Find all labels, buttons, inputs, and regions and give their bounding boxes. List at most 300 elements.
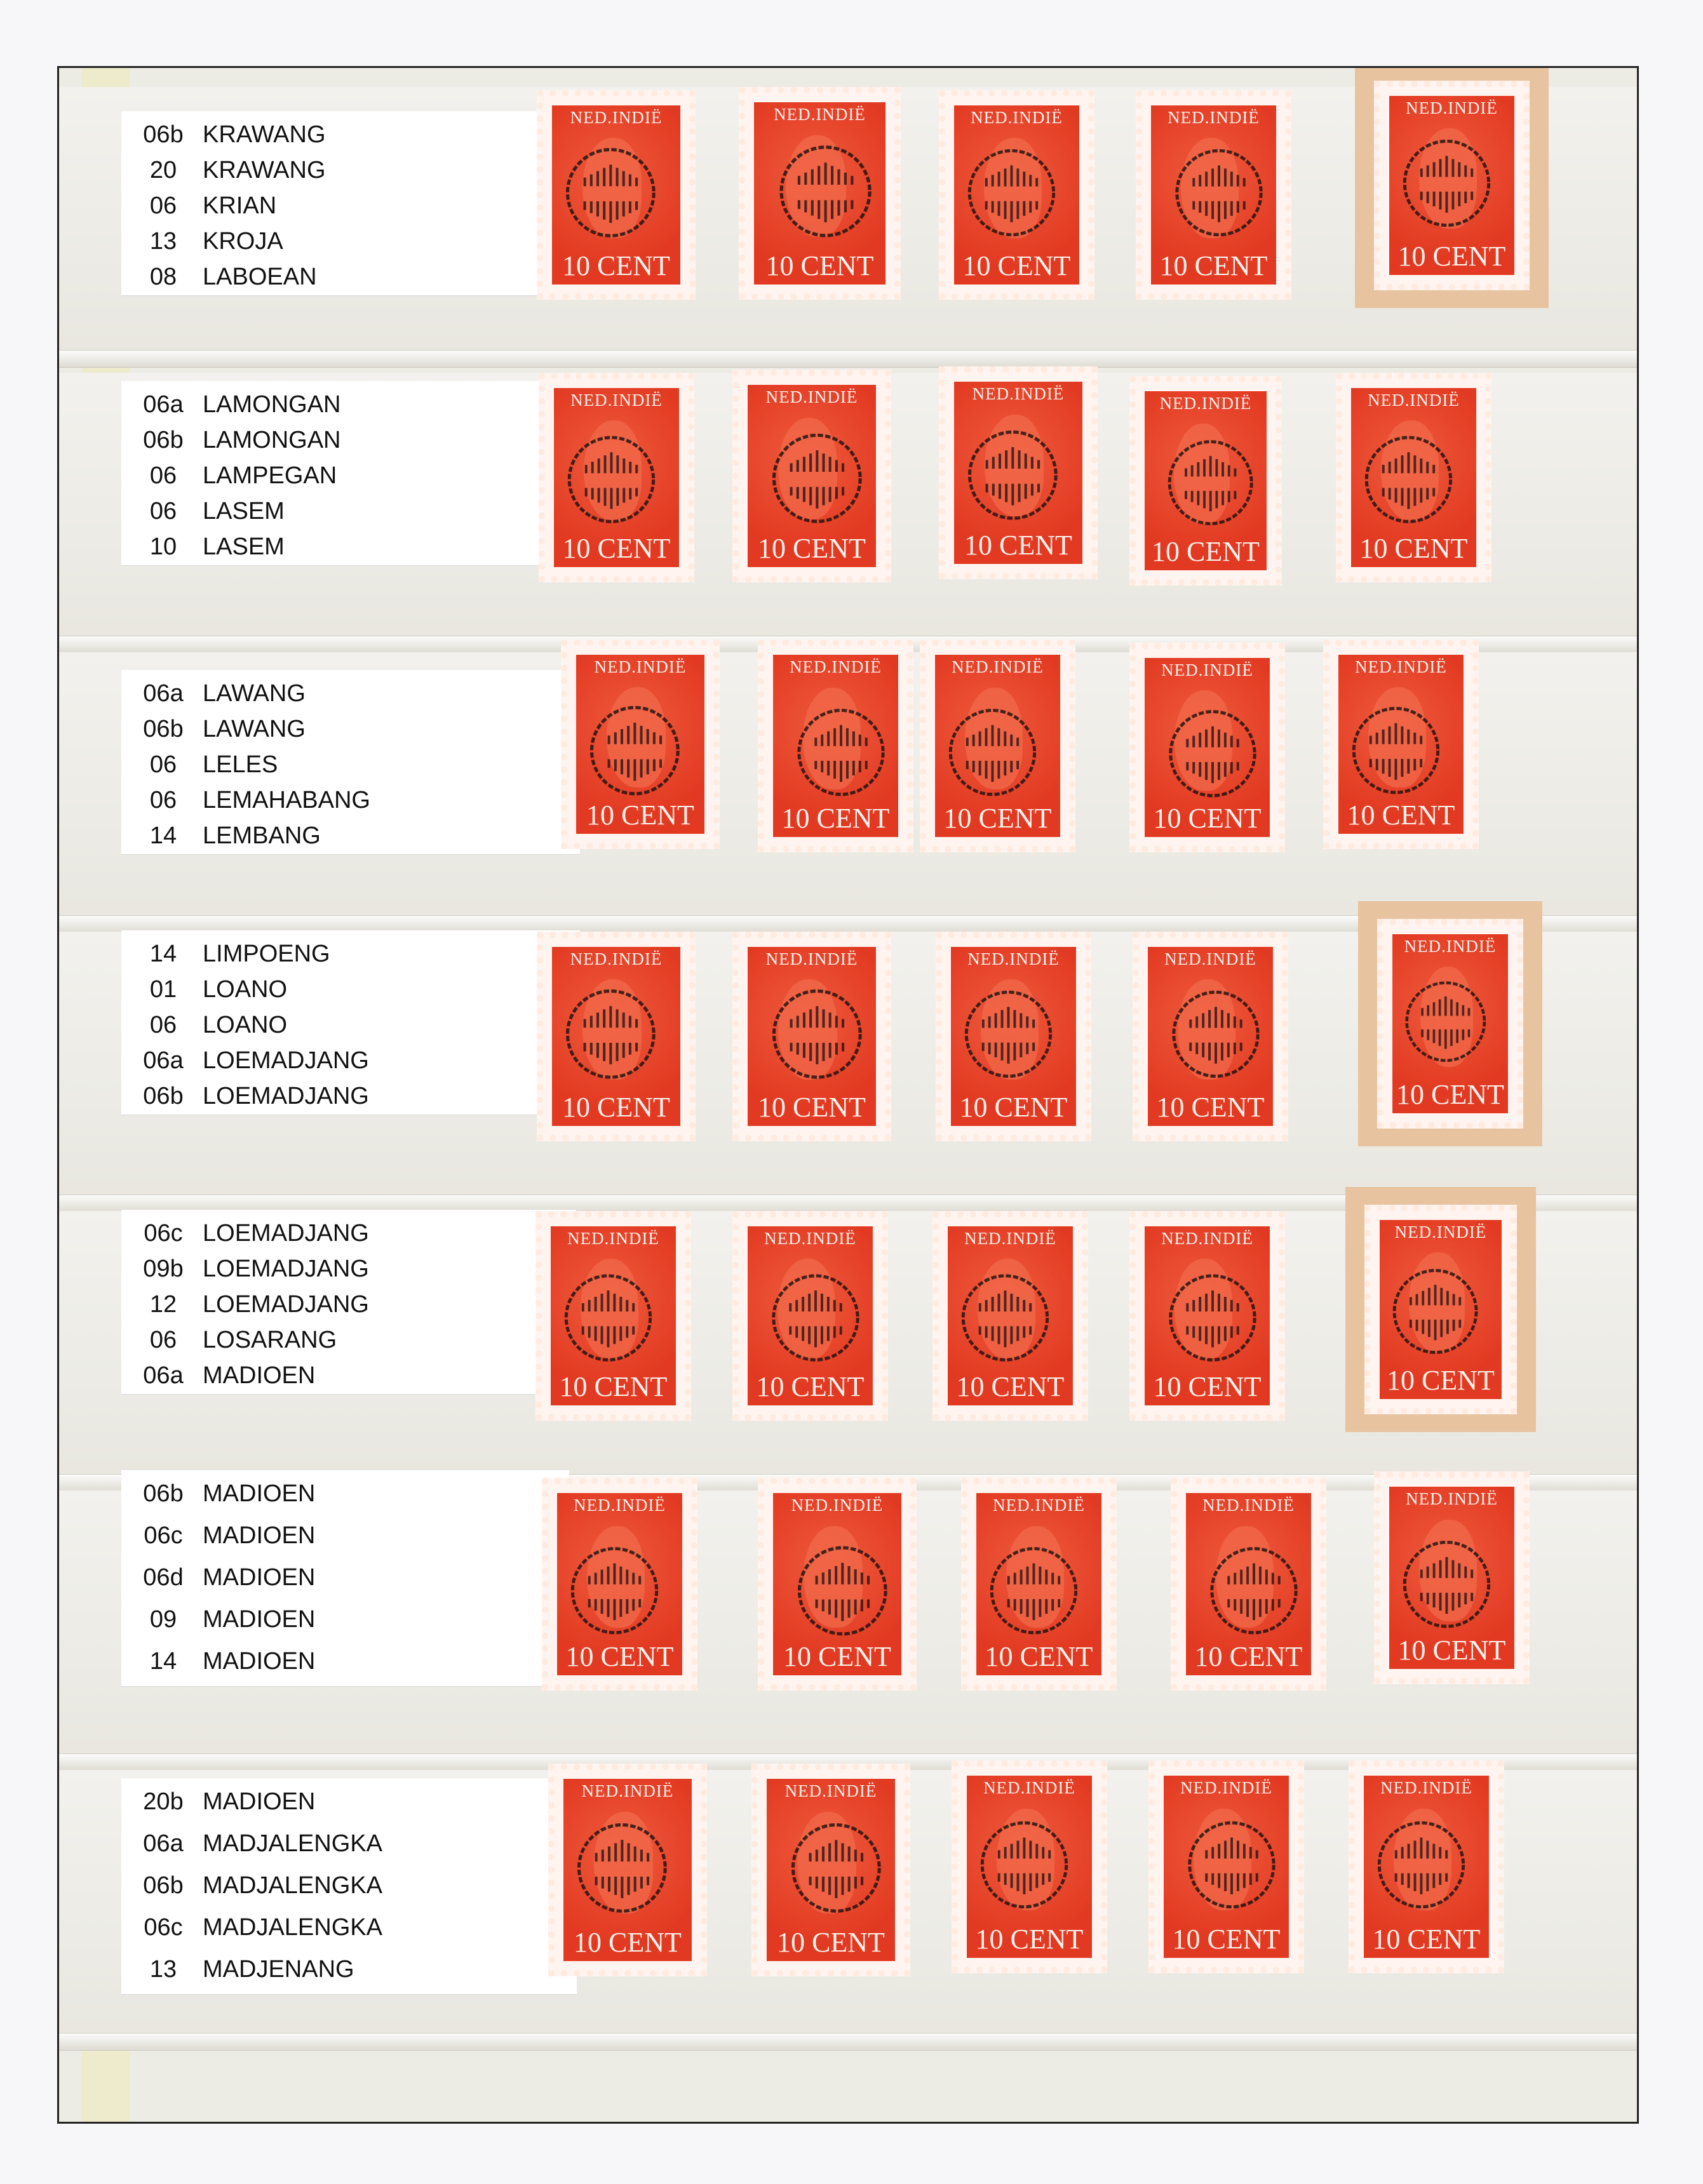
entry-code: 06 (149, 1327, 177, 1353)
stamp (1133, 932, 1288, 1141)
stamp-perforated-border (1336, 373, 1491, 582)
queen-portrait-icon (965, 688, 1023, 790)
stamp-perforated-border (952, 1760, 1107, 1973)
entry-code: 06a (143, 1047, 184, 1074)
stamp (1374, 1471, 1530, 1684)
stamp-value-text: 10 CENT (562, 1092, 670, 1123)
label-entry (121, 1043, 580, 1078)
stamp-value-text: 10 CENT (962, 250, 1071, 281)
stamp-design (773, 655, 898, 837)
queen-portrait-icon (803, 688, 861, 790)
stamp-design (1145, 391, 1267, 570)
stamp-perforated-border (920, 640, 1075, 852)
entry-postmark-town: MADJENANG (203, 1956, 354, 1983)
stamp-country-text: NED.INDIË (964, 1229, 1056, 1248)
label-entry (121, 1252, 576, 1286)
label-entry (121, 1287, 576, 1322)
stamp-country-text: NED.INDIË (967, 949, 1060, 968)
queen-portrait-icon (1381, 420, 1439, 521)
stamp (1323, 640, 1479, 849)
entry-code: 14 (149, 1648, 177, 1675)
stamp-design (1338, 655, 1464, 834)
stamp-perforated-border (751, 1764, 910, 1976)
entry-postmark-town: MADIOEN (203, 1522, 316, 1549)
entry-code: 06 (149, 787, 177, 814)
stamp-value-text: 10 CENT (1387, 1365, 1495, 1396)
stamp-country-text: NED.INDIË (594, 657, 687, 676)
stamp-value-text: 10 CENT (956, 1371, 1065, 1402)
label-entry (121, 1602, 569, 1637)
stamp-design (773, 1493, 901, 1675)
stamp-country-text: NED.INDIË (567, 1229, 659, 1248)
stamp (939, 366, 1098, 579)
stamp-country-text: NED.INDIË (972, 384, 1065, 403)
stamp (1364, 1205, 1517, 1414)
stamp-design (552, 105, 680, 285)
stamp (1171, 1478, 1326, 1691)
queen-portrait-icon (797, 1812, 856, 1914)
label-entry (121, 937, 580, 971)
label-entry (121, 423, 576, 457)
entry-postmark-town: LIMPOENG (203, 941, 330, 967)
stamp-row (59, 87, 1637, 366)
stamp-perforated-border (1148, 1760, 1304, 1973)
entry-code: 14 (149, 941, 177, 967)
entry-postmark-town: KRAWANG (203, 157, 326, 184)
stamp-perforated-border (932, 1211, 1088, 1421)
queen-portrait-icon (1175, 1259, 1232, 1359)
stamp-value-text: 10 CENT (562, 250, 670, 281)
stamp-design (1151, 105, 1276, 285)
entry-postmark-town: LAWANG (203, 680, 306, 707)
stamp-design (1186, 1493, 1311, 1675)
queen-portrait-icon (1216, 1526, 1274, 1628)
queen-portrait-icon (1419, 1520, 1477, 1622)
queen-portrait-icon (981, 979, 1039, 1080)
label-card (121, 381, 576, 565)
stamp-country-text: NED.INDIË (784, 1781, 877, 1800)
stamp-design (1148, 947, 1273, 1126)
entry-postmark-town: LAWANG (203, 716, 306, 742)
stamp-value-text: 10 CENT (1397, 1635, 1506, 1666)
queen-portrait-icon (1194, 1809, 1251, 1911)
stamp-design (1389, 1487, 1514, 1669)
stamp-perforated-border (939, 90, 1094, 300)
entry-postmark-town: MADJALENGKA (203, 1914, 382, 1941)
label-entry (121, 1952, 577, 1986)
stamp-design (554, 388, 679, 567)
stamp-perforated-border (542, 1478, 697, 1691)
stamp-country-text: NED.INDIË (790, 657, 882, 676)
stamp (537, 932, 696, 1141)
stockbook-page (57, 66, 1639, 2124)
label-entry (121, 153, 572, 187)
stamp (1129, 376, 1282, 586)
queen-portrait-icon (582, 979, 642, 1080)
label-entry (121, 1216, 576, 1250)
label-card (121, 1210, 576, 1394)
entry-postmark-town: LAMPEGAN (203, 462, 337, 489)
entry-code: 06 (149, 1012, 177, 1038)
stamp-perforated-border (561, 640, 720, 849)
label-entry (121, 1826, 577, 1861)
stamp-value-text: 10 CENT (559, 1371, 668, 1402)
entry-code: 13 (149, 228, 177, 255)
stamp-value-text: 10 CENT (1397, 241, 1506, 272)
entry-postmark-town: KROJA (203, 228, 283, 255)
stamp-row (59, 1770, 1637, 2049)
stamp-country-text: NED.INDIË (1180, 1778, 1272, 1797)
queen-portrait-icon (778, 979, 837, 1080)
stamp-design (563, 1779, 692, 1961)
stamp-country-text: NED.INDIË (1159, 394, 1252, 413)
entry-code: 06c (144, 1914, 183, 1941)
queen-portrait-icon (777, 1259, 835, 1359)
entry-code: 06b (143, 121, 184, 148)
stamp-design (1145, 658, 1270, 837)
stamp (758, 1478, 917, 1691)
entry-code: 06a (143, 1830, 184, 1857)
stamp-value-text: 10 CENT (562, 533, 671, 564)
stamp-design (552, 947, 680, 1126)
label-entry (121, 117, 572, 152)
stamp-perforated-border (1129, 643, 1285, 852)
queen-portrait-icon (804, 1526, 863, 1628)
stamp-value-text: 10 CENT (565, 1641, 674, 1672)
stamp-perforated-border (1171, 1478, 1326, 1691)
stamp-perforated-border (732, 370, 891, 582)
stamp (539, 373, 694, 582)
stamp-country-text: NED.INDIË (765, 387, 858, 406)
stamp (1377, 919, 1523, 1129)
queen-portrait-icon (1178, 979, 1235, 1080)
queen-portrait-icon (1175, 690, 1232, 791)
stamp (1336, 373, 1491, 582)
stamp-value-text: 10 CENT (781, 803, 890, 834)
queen-portrait-icon (587, 1526, 645, 1628)
entry-postmark-town: LOEMADJANG (203, 1220, 369, 1247)
entry-code: 06 (149, 462, 177, 489)
stamp-value-text: 10 CENT (756, 1371, 865, 1402)
entry-code: 06d (143, 1564, 184, 1591)
stamp-value-text: 10 CENT (1159, 250, 1268, 281)
stamp-value-text: 10 CENT (765, 250, 874, 281)
label-card (121, 1778, 577, 1994)
queen-portrait-icon (607, 687, 666, 787)
stamp-perforated-border (1129, 376, 1282, 586)
stamp-value-text: 10 CENT (574, 1927, 682, 1958)
label-entry (121, 1644, 569, 1678)
stamp-country-text: NED.INDIË (774, 105, 866, 124)
entry-postmark-town: KRIAN (203, 192, 277, 219)
stamp-value-text: 10 CENT (1153, 1371, 1262, 1402)
stamp-design (948, 1226, 1073, 1405)
stamp (1148, 1760, 1304, 1973)
entry-code: 13 (149, 1956, 177, 1983)
label-card (121, 1470, 569, 1686)
stamp-perforated-border (1374, 81, 1530, 290)
label-entry (121, 972, 580, 1007)
queen-portrait-icon (1409, 1252, 1465, 1353)
stamp (936, 932, 1091, 1141)
stamp-row (59, 1480, 1637, 1770)
label-card (121, 111, 572, 295)
stamp-row (59, 932, 1637, 1211)
stamp-perforated-border (1349, 1760, 1504, 1973)
stamp-design (967, 1776, 1092, 1958)
stamp-country-text: NED.INDIË (983, 1778, 1075, 1797)
stamp-value-text: 10 CENT (783, 1641, 891, 1672)
stamp-perforated-border (732, 1211, 888, 1421)
stamp-country-text: NED.INDIË (1161, 1229, 1253, 1248)
entry-code: 20b (143, 1788, 184, 1815)
stamp-design (1364, 1776, 1489, 1958)
stamp (732, 1211, 888, 1421)
stamp-country-text: NED.INDIË (1368, 391, 1460, 410)
label-entry (121, 530, 576, 564)
queen-portrait-icon (778, 418, 837, 520)
stamp-country-text: NED.INDIË (581, 1781, 674, 1800)
stamp (535, 1211, 691, 1421)
stamp-value-text: 10 CENT (975, 1924, 1084, 1955)
stamp (920, 640, 1075, 852)
entry-postmark-town: LAMONGAN (203, 427, 341, 453)
stamp-country-text: NED.INDIË (570, 949, 663, 968)
entry-code: 06b (143, 1872, 184, 1899)
stamp-design (1351, 388, 1476, 567)
label-entry (121, 1079, 580, 1113)
entry-code: 06b (143, 716, 184, 742)
stamp-country-text: NED.INDIË (971, 108, 1063, 127)
stamp-perforated-border (1323, 640, 1479, 849)
label-entry (121, 712, 580, 746)
queen-portrait-icon (1420, 967, 1474, 1067)
label-entry (121, 1910, 577, 1945)
label-entry (121, 387, 576, 422)
stamp-perforated-border (1377, 919, 1523, 1129)
entry-postmark-town: LOEMADJANG (203, 1256, 369, 1282)
stamp-perforated-border (537, 90, 696, 300)
stamp-value-text: 10 CENT (959, 1092, 1068, 1123)
label-entry (121, 1477, 569, 1511)
stamp (952, 1760, 1107, 1973)
stamp-value-text: 10 CENT (985, 1641, 1093, 1672)
entry-code: 06c (144, 1522, 183, 1549)
stamp-design (976, 1493, 1101, 1675)
label-entry (121, 494, 576, 528)
stamp (961, 1478, 1117, 1691)
stamp-country-text: NED.INDIË (1168, 108, 1260, 127)
stamp (932, 1211, 1088, 1421)
stamp-design (1389, 96, 1514, 275)
label-entry (121, 783, 580, 817)
label-entry (121, 224, 572, 258)
stamp-design (767, 1779, 895, 1961)
entry-postmark-town: MADIOEN (203, 1362, 316, 1389)
queen-portrait-icon (1181, 138, 1239, 238)
stamp-value-text: 10 CENT (586, 800, 694, 831)
queen-portrait-icon (584, 420, 642, 521)
stamp-perforated-border (758, 1478, 917, 1691)
entry-postmark-town: MADIOEN (203, 1606, 316, 1633)
stamp-value-text: 10 CENT (1372, 1924, 1481, 1955)
stamp-value-text: 10 CENT (1194, 1641, 1303, 1672)
stamp-perforated-border (961, 1478, 1117, 1691)
entry-postmark-town: LOANO (203, 1012, 288, 1038)
queen-portrait-icon (1394, 1809, 1451, 1911)
entry-postmark-town: MADJALENGKA (203, 1830, 382, 1857)
entry-postmark-town: LOANO (203, 976, 288, 1003)
entry-code: 06a (143, 1362, 184, 1389)
stamp-design (954, 105, 1079, 285)
stamp (1129, 643, 1285, 852)
stamp-value-text: 10 CENT (1396, 1079, 1504, 1110)
stamp-country-text: NED.INDIË (1164, 949, 1256, 968)
stamp-perforated-border (732, 932, 891, 1141)
pocket-strip (59, 2033, 1637, 2051)
label-entry (121, 1518, 569, 1553)
label-entry (121, 1358, 576, 1393)
stamp (537, 90, 696, 300)
label-entry (121, 819, 580, 853)
stamp-perforated-border (739, 87, 901, 300)
stamp-value-text: 10 CENT (777, 1927, 885, 1958)
stamp-perforated-border (936, 932, 1091, 1141)
label-entry (121, 747, 580, 782)
stamp-design (748, 1226, 873, 1405)
stamp-country-text: NED.INDIË (764, 1229, 856, 1248)
stamp-perforated-border (1129, 1211, 1285, 1421)
stamp-country-text: NED.INDIË (570, 108, 663, 127)
stamp-design (748, 385, 876, 567)
entry-postmark-town: LOEMADJANG (203, 1047, 369, 1074)
stamp (1349, 1760, 1504, 1973)
queen-portrait-icon (1006, 1526, 1064, 1628)
stamp-perforated-border (939, 366, 1098, 579)
stamp-design (1392, 934, 1508, 1113)
stamp-value-text: 10 CENT (1172, 1924, 1281, 1955)
stamp-country-text: NED.INDIË (1355, 657, 1447, 676)
queen-portrait-icon (581, 1259, 638, 1359)
stamp (732, 932, 891, 1141)
stamp-country-text: NED.INDIË (574, 1496, 666, 1515)
label-card (121, 930, 580, 1115)
entry-postmark-town: LEMBANG (203, 822, 321, 849)
stamp-row (59, 373, 1637, 652)
entry-postmark-town: LASEM (203, 498, 285, 525)
label-entry (121, 676, 580, 711)
stamp (548, 1764, 707, 1976)
stamp-perforated-border (1136, 90, 1291, 300)
queen-portrait-icon (594, 1812, 653, 1914)
entry-code: 06 (149, 192, 177, 219)
stamp-value-text: 10 CENT (758, 1092, 866, 1123)
entry-code: 06c (144, 1220, 183, 1247)
stamp-value-text: 10 CENT (1156, 1092, 1265, 1123)
stamp-country-text: NED.INDIË (1394, 1223, 1487, 1242)
stamp (1129, 1211, 1285, 1421)
entry-postmark-town: MADIOEN (203, 1648, 316, 1675)
stamp-value-text: 10 CENT (758, 533, 866, 564)
queen-portrait-icon (985, 415, 1044, 517)
label-entry (121, 1560, 569, 1595)
stamp-design (951, 947, 1076, 1126)
stamp-perforated-border (1364, 1205, 1517, 1414)
entry-code: 20 (149, 157, 177, 184)
entry-code: 08 (149, 264, 177, 290)
stamp (758, 640, 913, 852)
queen-portrait-icon (786, 135, 846, 238)
stamp-perforated-border (539, 373, 694, 582)
pocket-strip (59, 350, 1637, 368)
stamp-country-text: NED.INDIË (1406, 1489, 1498, 1508)
queen-portrait-icon (1419, 128, 1477, 229)
stamp-country-text: NED.INDIË (1380, 1778, 1472, 1797)
entry-postmark-town: MADIOEN (203, 1788, 316, 1815)
stamp (732, 370, 891, 582)
queen-portrait-icon (978, 1259, 1035, 1359)
entry-postmark-town: LEMAHABANG (203, 787, 370, 814)
entry-postmark-town: LASEM (203, 533, 285, 560)
stamp-design (576, 655, 704, 834)
queen-portrait-icon (582, 138, 642, 238)
stamp-value-text: 10 CENT (964, 530, 1072, 561)
entry-code: 06 (149, 751, 177, 778)
stamp (1374, 81, 1530, 290)
stamp-design (754, 102, 885, 285)
stamp-design (748, 947, 876, 1126)
stamp-perforated-border (548, 1764, 707, 1976)
stamp-country-text: NED.INDIË (1161, 660, 1253, 680)
stamp-perforated-border (537, 932, 696, 1141)
stamp-country-text: NED.INDIË (1406, 98, 1498, 117)
stamp-value-text: 10 CENT (1153, 803, 1262, 834)
entry-code: 06b (143, 427, 184, 453)
entry-code: 06b (143, 1083, 184, 1109)
stamp-design (1380, 1220, 1502, 1399)
stamp-value-text: 10 CENT (1152, 536, 1260, 567)
stamp-design (1164, 1776, 1289, 1958)
label-entry (121, 189, 572, 223)
entry-postmark-town: LOEMADJANG (203, 1291, 369, 1318)
entry-code: 09 (149, 1606, 177, 1633)
label-card (121, 670, 580, 854)
entry-code: 06a (143, 391, 184, 418)
entry-postmark-town: LABOEAN (203, 264, 317, 290)
stamp (939, 90, 1094, 300)
stamp-row (59, 1211, 1637, 1491)
queen-portrait-icon (997, 1809, 1054, 1911)
stamp-country-text: NED.INDIË (993, 1496, 1085, 1515)
stamp-country-text: NED.INDIË (791, 1496, 884, 1515)
stamp-country-text: NED.INDIË (952, 657, 1044, 676)
stamp (739, 87, 901, 300)
entry-postmark-town: LELES (203, 751, 278, 778)
stamp-value-text: 10 CENT (943, 803, 1052, 834)
entry-code: 06 (149, 498, 177, 525)
label-entry (121, 260, 572, 294)
queen-portrait-icon (1368, 687, 1426, 787)
stamp-value-text: 10 CENT (1359, 533, 1468, 564)
entry-postmark-town: LAMONGAN (203, 391, 341, 418)
stamp-design (551, 1226, 676, 1405)
label-entry (121, 1008, 580, 1042)
label-entry (121, 459, 576, 493)
stamp-country-text: NED.INDIË (1404, 937, 1497, 956)
entry-code: 01 (149, 976, 177, 1003)
entry-postmark-town: LOEMADJANG (203, 1083, 369, 1109)
stamp-design (1145, 1226, 1270, 1405)
